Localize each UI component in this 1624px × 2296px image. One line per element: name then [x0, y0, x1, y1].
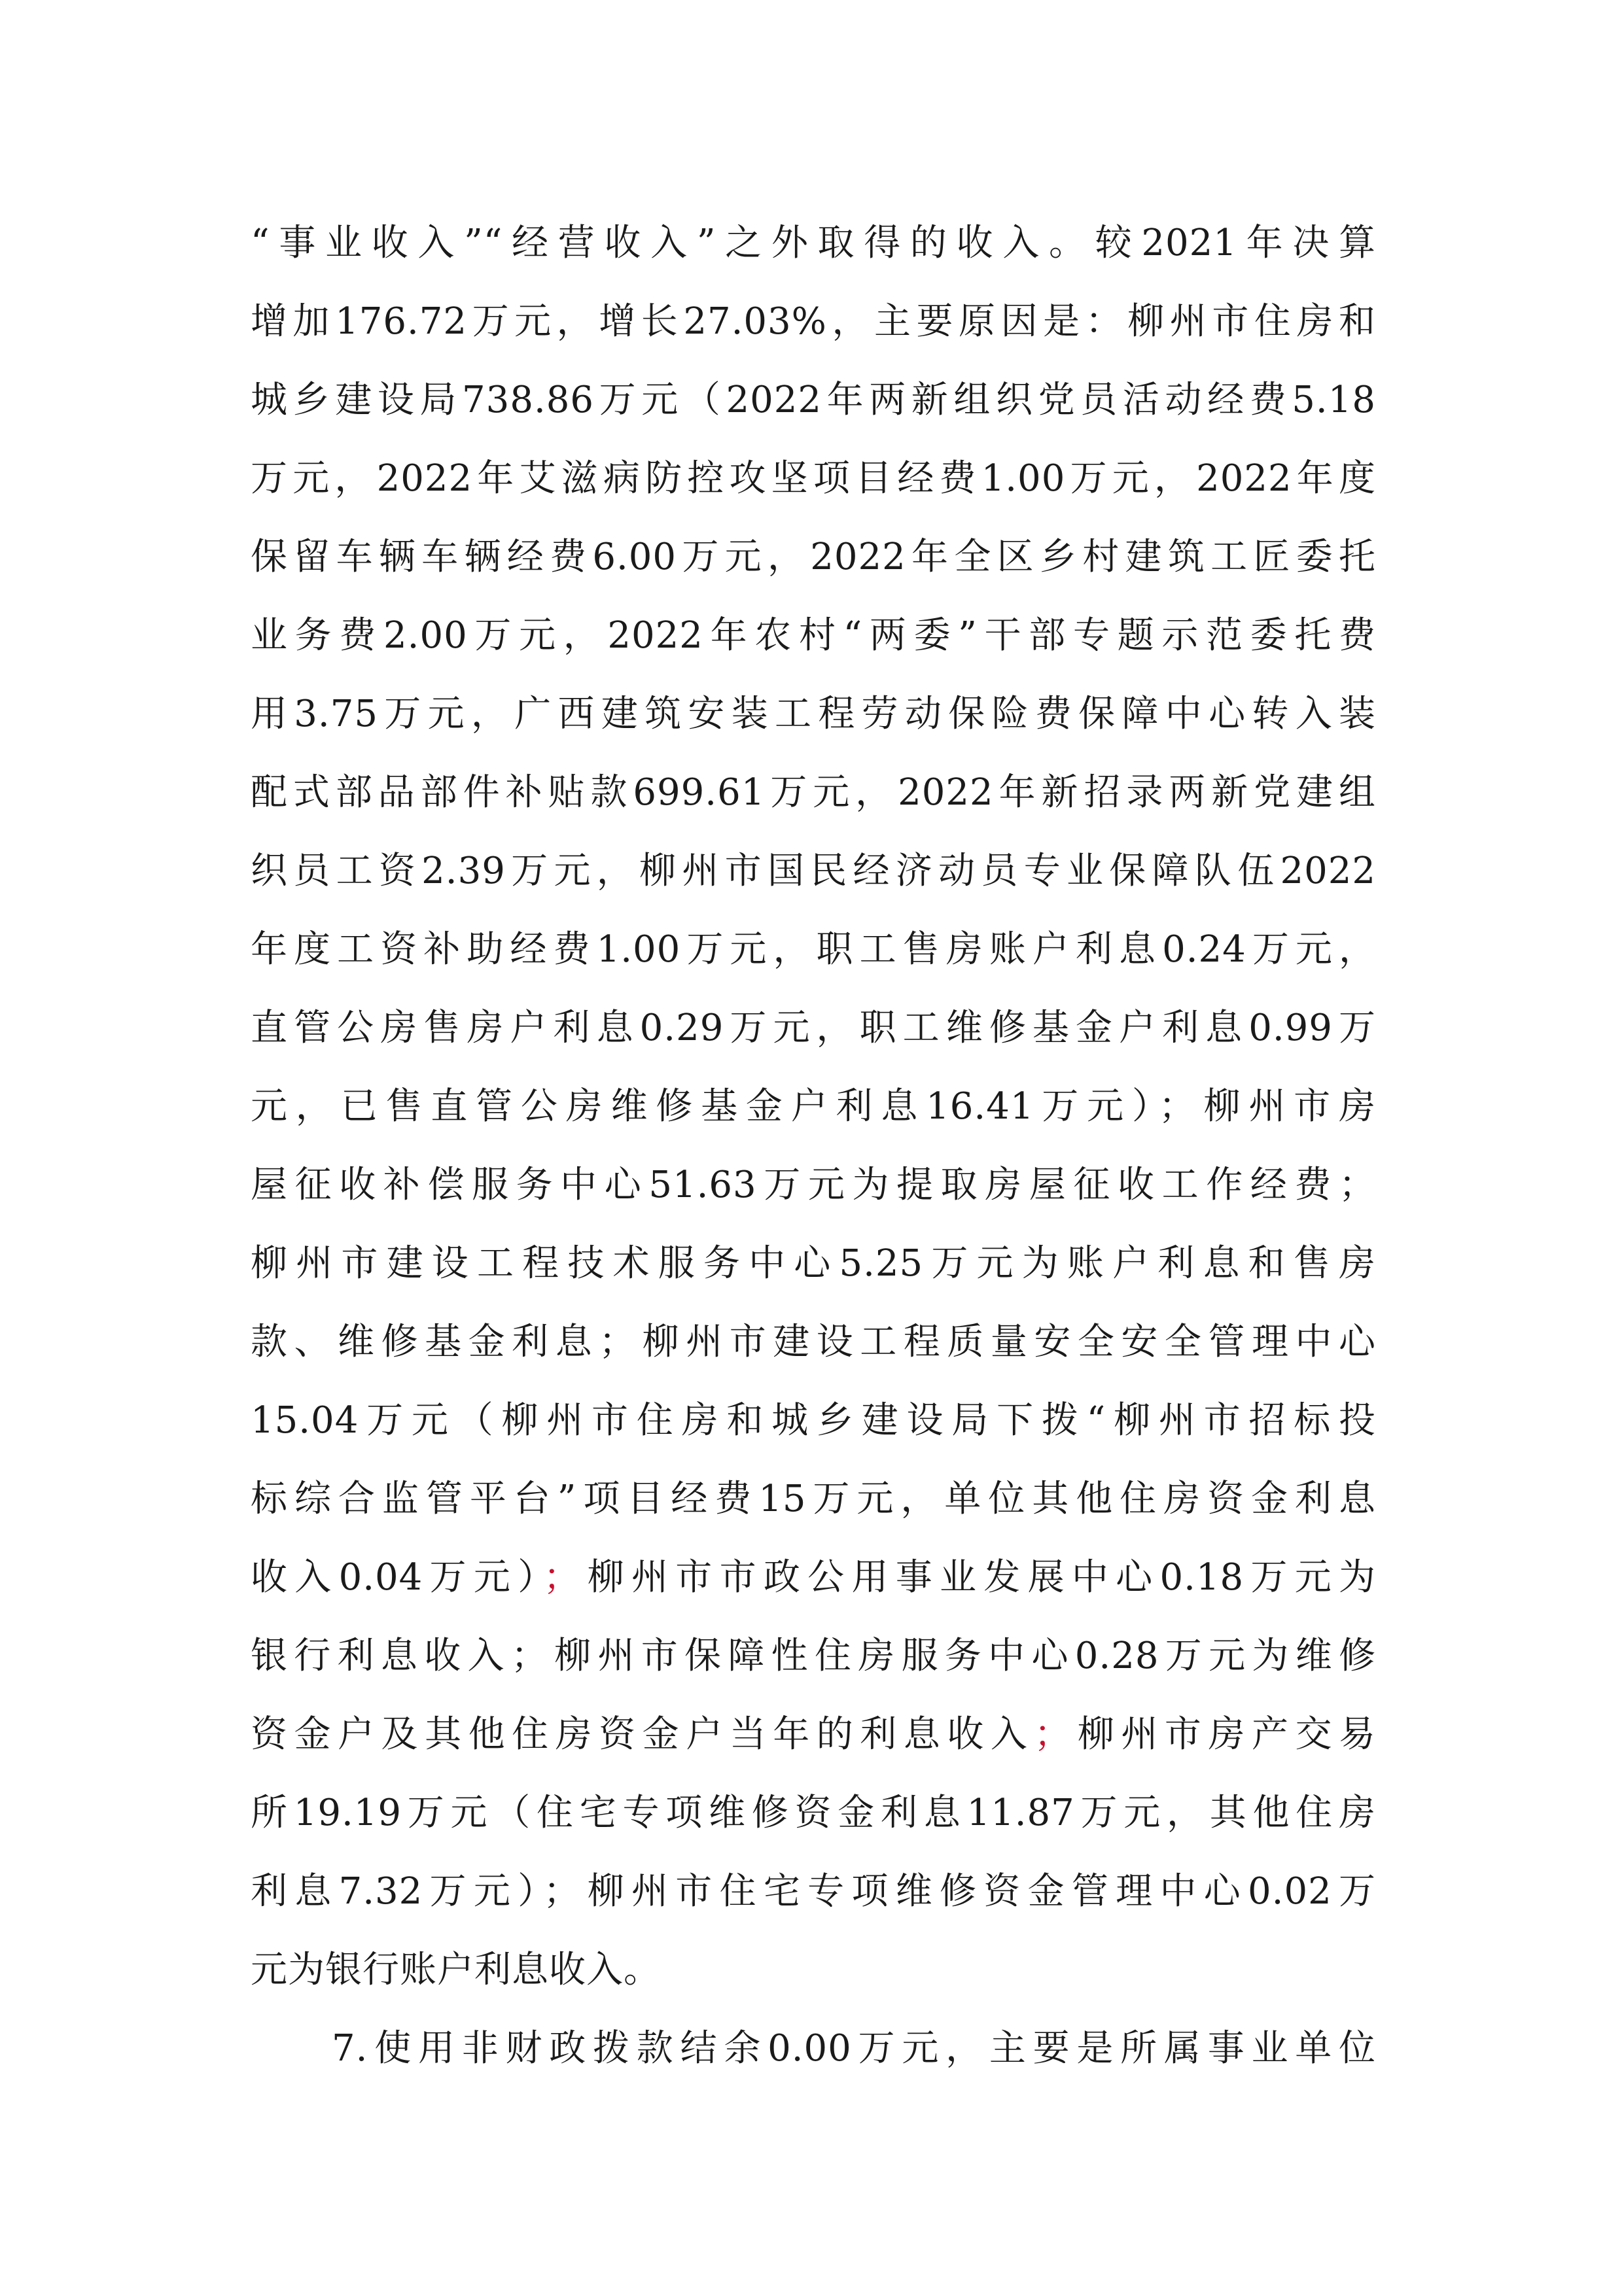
- text-line-17: 标综合监管平台”项目经费15万元，单位其他住房资金利息: [251, 1478, 1376, 1520]
- text-line-8: 配式部品部件补贴款699.61万元，2022年新招录两新党建组: [251, 771, 1376, 814]
- text-segment: 收入0.04万元）: [251, 1556, 544, 1599]
- text-line-20: [251, 1702, 1376, 1767]
- text-line-16: 15.04万元（柳州市住房和城乡建设局下拨“柳州市招标投: [251, 1399, 1376, 1442]
- text-line-10: 年度工资补助经费1.00万元，职工售房账户利息0.24万元，: [251, 928, 1376, 971]
- text-line-7: 用3.75万元，广西建筑安装工程劳动保险费保障中心转入装: [251, 693, 1376, 735]
- text-line-9: 织员工资2.39万元，柳州市国民经济动员专业保障队伍2022: [251, 850, 1376, 892]
- text-line-4: 万元，2022年艾滋病防控攻坚项目经费1.00万元，2022年度: [251, 457, 1376, 500]
- text-line-22: 利息7.32万元）；柳州市住宅专项维修资金管理中心0.02万: [251, 1870, 1376, 1913]
- text-line-11: 直管公房售房户利息0.29万元，职工维修基金户利息0.99万: [251, 1007, 1376, 1049]
- text-line-5: 保留车辆车辆经费6.00万元，2022年全区乡村建筑工匠委托: [251, 536, 1376, 578]
- text-line-18: [251, 1545, 1376, 1610]
- text-segment: 柳州市市政公用事业发展中心0.18万元为: [580, 1556, 1377, 1599]
- text-line-15: 款、维修基金利息；柳州市建设工程质量安全安全管理中心: [251, 1321, 1376, 1363]
- text-segment: 柳州市房产交易: [1071, 1713, 1377, 1756]
- text-segment: 资金户及其他住房资金户当年的利息收入: [251, 1713, 1034, 1756]
- red-semicolon: ；: [1034, 1713, 1072, 1756]
- text-line-12: 元，已售直管公房维修基金户利息16.41万元）；柳州市房: [251, 1085, 1376, 1128]
- text-line-24: 7.使用非财政拨款结余0.00万元，主要是所属事业单位: [332, 2027, 1376, 2070]
- text-line-6: 业务费2.00万元，2022年农村“两委”干部专题示范委托费: [251, 614, 1376, 657]
- text-line-2: 增加176.72万元，增长27.03%，主要原因是：柳州市住房和: [251, 300, 1376, 343]
- text-line-21: 所19.19万元（住宅专项维修资金利息11.87万元，其他住房: [251, 1792, 1376, 1834]
- text-line-3: 城乡建设局738.86万元（2022年两新组织党员活动经费5.18: [251, 379, 1376, 421]
- red-semicolon: ；: [543, 1556, 581, 1599]
- text-line-23: 元为银行账户利息收入。: [251, 1949, 661, 1991]
- text-line-13: 屋征收补偿服务中心51.63万元为提取房屋征收工作经费；: [251, 1164, 1376, 1206]
- text-line-19: 银行利息收入；柳州市保障性住房服务中心0.28万元为维修: [251, 1635, 1376, 1677]
- text-line-14: 柳州市建设工程技术服务中心5.25万元为账户利息和售房: [251, 1242, 1376, 1285]
- text-line-1: “事业收入”“经营收入”之外取得的收入。较2021年决算: [251, 222, 1376, 264]
